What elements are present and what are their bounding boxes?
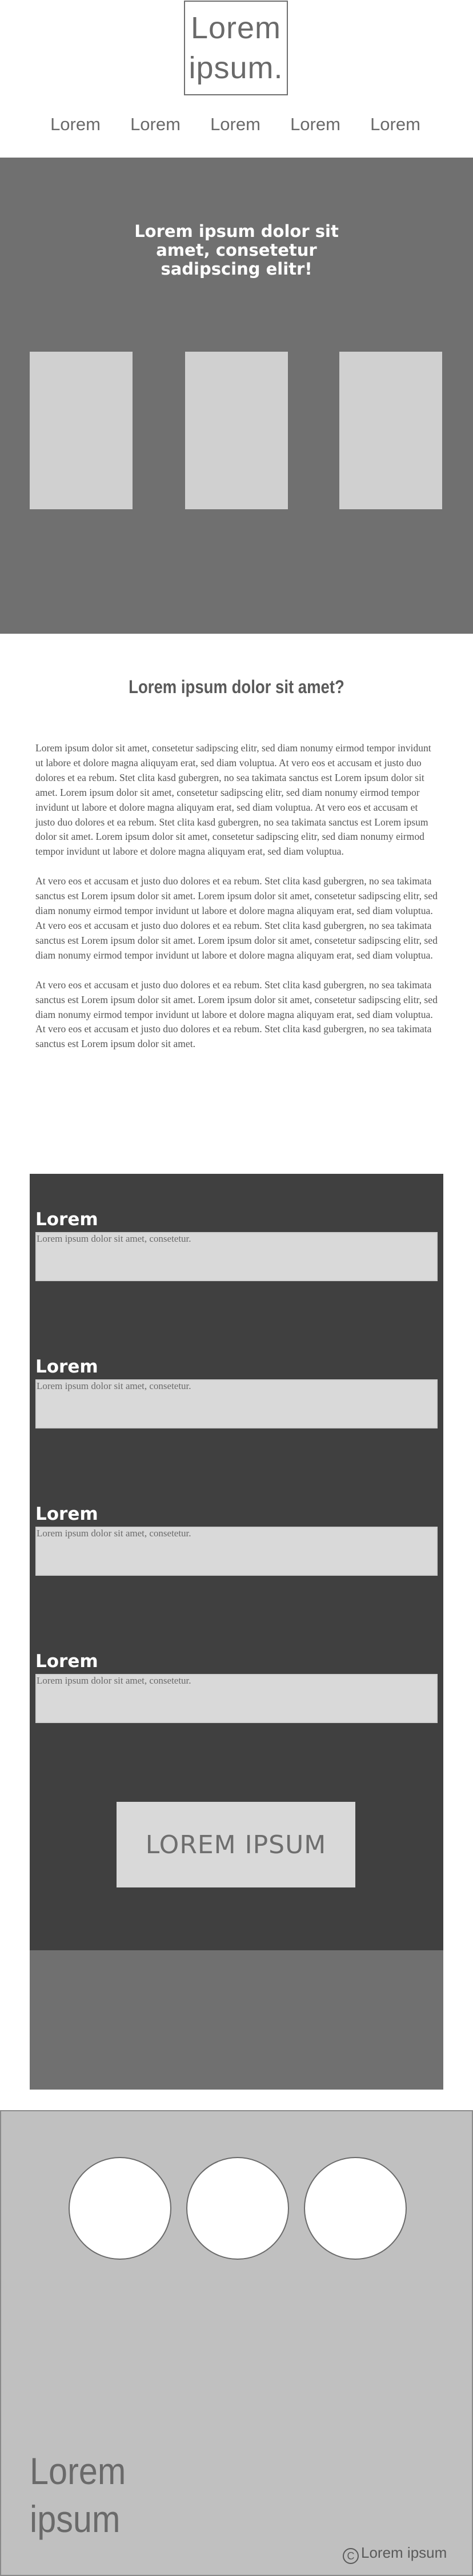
article-paragraph-3: At vero eos et accusam et justo duo dolores et ea rebum. Stet clita kasd gubergren, no sea takimata sanctus est Lorem ipsum dolor sit amet. Lorem ipsum dolor sit amet, consetetur sadipscing elitr, sed diam nonumy eirmod tempor invidunt ut labore et dolore magna aliquyam erat, sed diam voluptua. At vero eos et accusam et justo duo dolores et ea rebum. Stet clita kasd gubergren, no sea takimata sanctus est Lorem ipsum dolor sit amet.: [35, 979, 438, 1050]
page-footer: [0, 2110, 473, 2576]
footer-logo-line-1: Lorem: [30, 2450, 126, 2492]
article-title: Lorem ipsum dolor sit amet?: [129, 677, 344, 697]
submit-button[interactable]: LOREM IPSUM: [117, 1802, 355, 1887]
text-field-3[interactable]: Lorem ipsum dolor sit amet, consetetur.: [35, 1527, 438, 1576]
logo-line-1: Lorem: [190, 11, 282, 45]
hero-card-3[interactable]: [339, 352, 442, 509]
hero-title: Lorem ipsum dolor sit amet, consetetur sadipscing elitr!: [134, 222, 339, 279]
footer-logo-line-2: ipsum: [30, 2498, 121, 2540]
field-label-3: Lorem: [35, 1504, 98, 1524]
contact-form: [30, 1174, 443, 1950]
nav-item-1[interactable]: Lorem: [50, 114, 101, 134]
field-label-4: Lorem: [35, 1651, 98, 1672]
article-paragraph-1: Lorem ipsum dolor sit amet, consetetur sadipscing elitr, sed diam nonumy eirmod tempor invidunt ut labore et dolore magna aliquyam erat, sed diam voluptua. At vero eos et accusam et justo duo dolores et ea rebum. Stet clita kasd gubergren, no sea takimata sanctus est Lorem ipsum dolor sit amet. Lorem ipsum dolor sit amet, consetetur sadipscing elitr, sed diam nonumy eirmod tempor invidunt ut labore et dolore magna aliquyam erat, sed diam voluptua. At vero eos et accusam et justo duo dolores et ea rebum. Stet clita kasd gubergren, no sea takimata sanctus est Lorem ipsum dolor sit amet. Lorem ipsum dolor sit amet, consetetur sadipscing elitr, sed diam nonumy eirmod tempor invidunt ut labore et dolore magna aliquyam erat, sed diam voluptua.: [35, 742, 431, 858]
article-paragraph-2: At vero eos et accusam et justo duo dolores et ea rebum. Stet clita kasd gubergren, no sea takimata sanctus est Lorem ipsum dolor sit amet. Lorem ipsum dolor sit amet, consetetur sadipscing elitr, sed diam nonumy eirmod tempor invidunt ut labore et dolore magna aliquyam erat, sed diam voluptua. At vero eos et accusam et justo duo dolores et ea rebum. Stet clita kasd gubergren, no sea takimata sanctus est Lorem ipsum dolor sit amet. Lorem ipsum dolor sit amet, consetetur sadipscing elitr, sed diam nonumy eirmod tempor invidunt ut labore et dolore magna aliquyam erat, sed diam voluptua.: [35, 875, 438, 961]
copyright-notice: [343, 2544, 447, 2564]
hero-card-2[interactable]: [185, 352, 288, 509]
text-field-4[interactable]: Lorem ipsum dolor sit amet, consetetur.: [35, 1674, 438, 1723]
field-label-2: Lorem: [35, 1357, 98, 1377]
social-circle-1[interactable]: [69, 2157, 171, 2260]
main-nav: [0, 114, 473, 143]
social-circle-3[interactable]: [304, 2157, 407, 2260]
text-field-1[interactable]: Lorem ipsum dolor sit amet, consetetur.: [35, 1232, 438, 1281]
logo-line-2: ipsum.: [189, 51, 283, 85]
field-label-1: Lorem: [35, 1209, 98, 1230]
hero-card-1[interactable]: [30, 352, 133, 509]
form-panel-footer: [30, 1950, 443, 2090]
footer-logo[interactable]: [30, 2447, 126, 2543]
nav-item-2[interactable]: Lorem: [130, 114, 181, 134]
article-body: [35, 741, 439, 1066]
social-circle-2[interactable]: [186, 2157, 289, 2260]
nav-item-5[interactable]: Lorem: [370, 114, 420, 134]
copyright-icon: C: [343, 2548, 359, 2564]
text-field-2[interactable]: Lorem ipsum dolor sit amet, consetetur.: [35, 1379, 438, 1428]
nav-item-4[interactable]: Lorem: [290, 114, 340, 134]
hero-section: [0, 158, 473, 634]
copyright-text: Lorem ipsum: [361, 2544, 447, 2561]
nav-item-3[interactable]: Lorem: [210, 114, 260, 134]
site-logo[interactable]: [184, 1, 288, 95]
